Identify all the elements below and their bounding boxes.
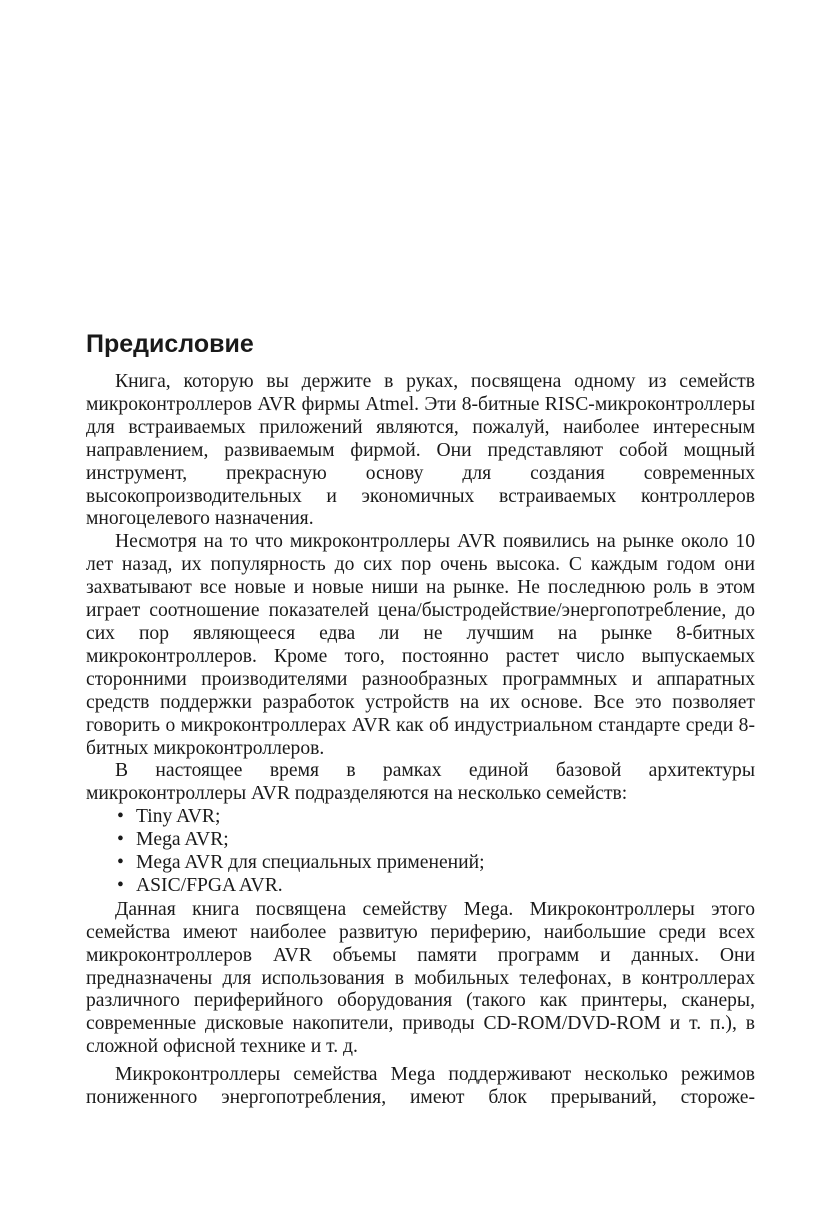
list-item-text: Mega AVR для специальных применений;	[136, 852, 485, 874]
body-text	[86, 371, 755, 1110]
list-item	[86, 829, 755, 852]
paragraph-popularity: Несмотря на то что микроконтроллеры AVR появились на рынке около 10 лет назад, их популярность до сих пор очень высока. С каждым годом они захватывают все новые и новые ниши на рынке. Не последнюю роль в этом играет соотношение показателей цена/быстродействие/энергопотребление, до сих пор являющееся едва ли не лучшим на рынке 8-битных микроконтроллеров. Кроме того, постоянно растет число выпускаемых сторонними производителями разнообразных программных и аппаратных средств поддержки разработок устройств на их основе. Все это позволяет говорить о микроконтроллерах AVR как об индустриальном стандарте среди 8-битных микроконтроллеров.	[86, 531, 755, 759]
list-item-text: Tiny AVR;	[136, 806, 221, 828]
bullet-icon: •	[117, 852, 124, 874]
section-heading: Предисловие	[86, 330, 254, 358]
paragraph-intro: Книга, которую вы держите в руках, посвящена одному из семейств микроконтроллеров AVR фирмы Atmel. Эти 8-битные RISC-микроконтроллеры для встраиваемых приложений являются, пожалуй, наиболее интересным направлением, развиваемым фирмой. Они представляют собой мощный инструмент, прекрасную основу для создания современных высокопроизводительных и экономичных встраиваемых контроллеров многоцелевого назначения.	[86, 371, 755, 530]
list-item-text: Mega AVR;	[136, 829, 229, 851]
list-item	[86, 875, 755, 898]
paragraph-mega-family: Данная книга посвящена семейству Mega. Микроконтроллеры этого семейства имеют наиболее развитую периферию, наибольшие среди всех микроконтроллеров AVR объемы памяти программ и данных. Они предназначены для использования в мобильных телефонах, в контроллерах различного периферийного оборудования (такого как принтеры, сканеры, современные дисковые накопители, приводы CD-ROM/DVD-ROM и т. п.), в сложной офисной технике и т. д.	[86, 898, 755, 1058]
list-item	[86, 852, 755, 875]
bullet-icon: •	[117, 829, 124, 851]
paragraph-families-intro: В настоящее время в рамках единой базовой архитектуры микроконтроллеры AVR подразделяются на несколько семейств:	[86, 760, 755, 805]
bullet-icon: •	[117, 874, 124, 896]
families-list	[86, 806, 755, 898]
paragraph-power-modes: Микроконтроллеры семейства Mega поддерживают несколько режимов пониженного энергопотребления, имеют блок прерываний, стороже-	[86, 1064, 755, 1109]
bullet-icon: •	[117, 806, 124, 828]
list-item-text: ASIC/FPGA AVR.	[136, 874, 283, 896]
list-item	[86, 806, 755, 829]
